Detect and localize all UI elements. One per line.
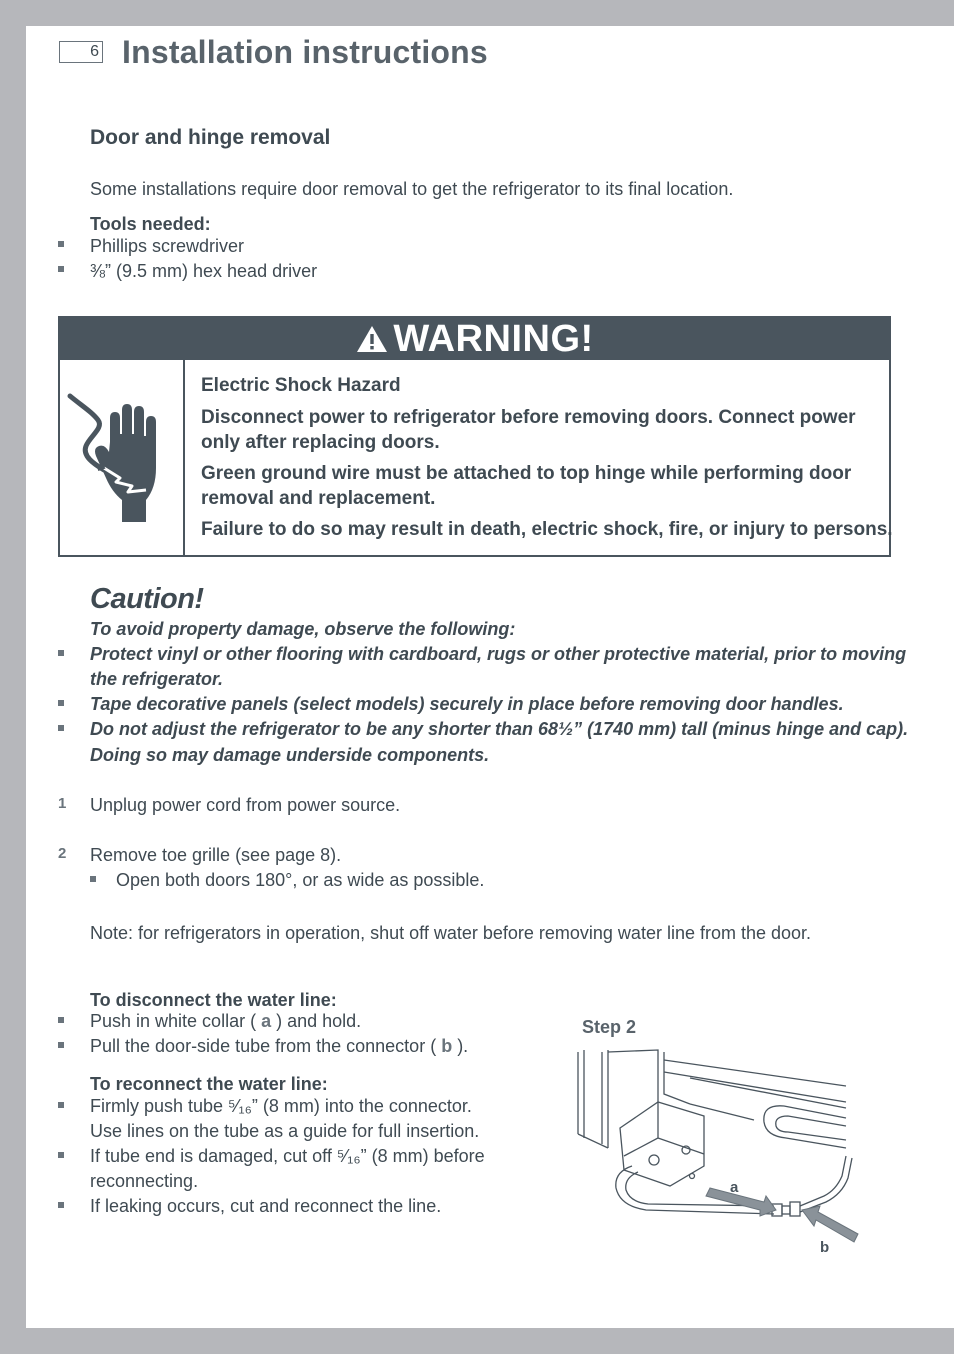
reconnect-item: If leaking occurs, cut and reconnect the line. <box>90 1196 442 1216</box>
caution-intro: To avoid property damage, observe the following: <box>90 619 516 639</box>
caution-item-cont: Doing so may damage underside components. <box>90 745 490 765</box>
step-number: 2 <box>58 845 67 862</box>
bullet <box>58 266 64 272</box>
page-number: 6 <box>59 41 103 63</box>
caution-title: Caution! <box>90 583 204 615</box>
figure-label: Step 2 <box>582 1017 637 1037</box>
disconnect-heading: To disconnect the water line: <box>90 990 337 1010</box>
manual-page <box>26 26 954 1328</box>
bullet <box>58 725 64 731</box>
disconnect-item <box>90 1009 361 1034</box>
text-span: ) and hold. <box>271 1011 362 1031</box>
step-subitem: Open both doors 180°, or as wide as possible. <box>116 870 485 890</box>
step-text: Remove toe grille (see page 8). <box>90 845 342 865</box>
warning-title-row <box>60 318 889 360</box>
bullet <box>58 1202 64 1208</box>
tools-heading: Tools needed: <box>90 214 211 234</box>
shock-icon-cell <box>60 360 185 555</box>
text-span: Push in white collar ( <box>90 1011 262 1031</box>
water-line-illustration <box>574 1046 864 1256</box>
callout-b: b <box>820 1239 830 1256</box>
electric-shock-hand-icon <box>60 360 183 556</box>
section-heading: Door and hinge removal <box>90 126 331 149</box>
bullet <box>58 1017 64 1023</box>
reconnect-item-cont: Use lines on the tube as a guide for full insertion. <box>90 1121 480 1141</box>
intro-text: Some installations require door removal to get the refrigerator to its final location. <box>90 179 734 199</box>
caution-item: Protect vinyl or other flooring with cardboard, rugs or other protective material, prior to moving <box>90 644 907 664</box>
caution-item: Do not adjust the refrigerator to be any shorter than 68½” (1740 mm) tall (minus hinge and cap). <box>90 719 909 739</box>
callout-a: a <box>730 1179 739 1196</box>
tool-item: Phillips screwdriver <box>90 236 245 256</box>
reconnect-item: If tube end is damaged, cut off ⁵⁄₁₆” (8 mm) before <box>90 1146 485 1166</box>
step-number: 1 <box>58 795 67 812</box>
bullet <box>58 241 64 247</box>
reconnect-item-cont: reconnecting. <box>90 1171 199 1191</box>
step-text: Unplug power cord from power source. <box>90 795 401 815</box>
bullet <box>90 876 96 882</box>
caution-item: Tape decorative panels (select models) securely in place before removing door handles. <box>90 694 844 714</box>
warning-header <box>60 318 889 360</box>
callout-key: b <box>441 1036 453 1056</box>
hazard-title: Electric Shock Hazard <box>201 375 401 396</box>
warning-box <box>58 316 891 557</box>
reconnect-heading: To reconnect the water line: <box>90 1074 328 1094</box>
bullet <box>58 1152 64 1158</box>
bullet <box>58 700 64 706</box>
warning-triangle-icon <box>355 324 389 354</box>
warning-line: Failure to do so may result in death, electric shock, fire, or injury to persons. <box>201 519 893 540</box>
warning-line: removal and replacement. <box>201 488 436 509</box>
text-span: ). <box>452 1036 469 1056</box>
warning-line: only after replacing doors. <box>201 432 440 453</box>
reconnect-item: Firmly push tube ⁵⁄₁₆” (8 mm) into the connector. <box>90 1096 472 1116</box>
tool-item: ⅜” (9.5 mm) hex head driver <box>90 261 318 281</box>
callout-key: a <box>261 1011 272 1031</box>
warning-line: Disconnect power to refrigerator before removing doors. Connect power <box>201 407 856 428</box>
text-span: Pull the door-side tube from the connector ( <box>90 1036 442 1056</box>
warning-line: Green ground wire must be attached to top hinge while performing door <box>201 463 852 484</box>
bullet <box>58 1042 64 1048</box>
warning-title: WARNING! <box>393 318 594 360</box>
bullet <box>58 1102 64 1108</box>
bullet <box>58 650 64 656</box>
page-title: Installation instructions <box>122 34 488 70</box>
disconnect-item <box>90 1034 468 1059</box>
caution-item-cont: the refrigerator. <box>90 669 224 689</box>
note-text: Note: for refrigerators in operation, shut off water before removing water line from the door. <box>90 923 812 943</box>
